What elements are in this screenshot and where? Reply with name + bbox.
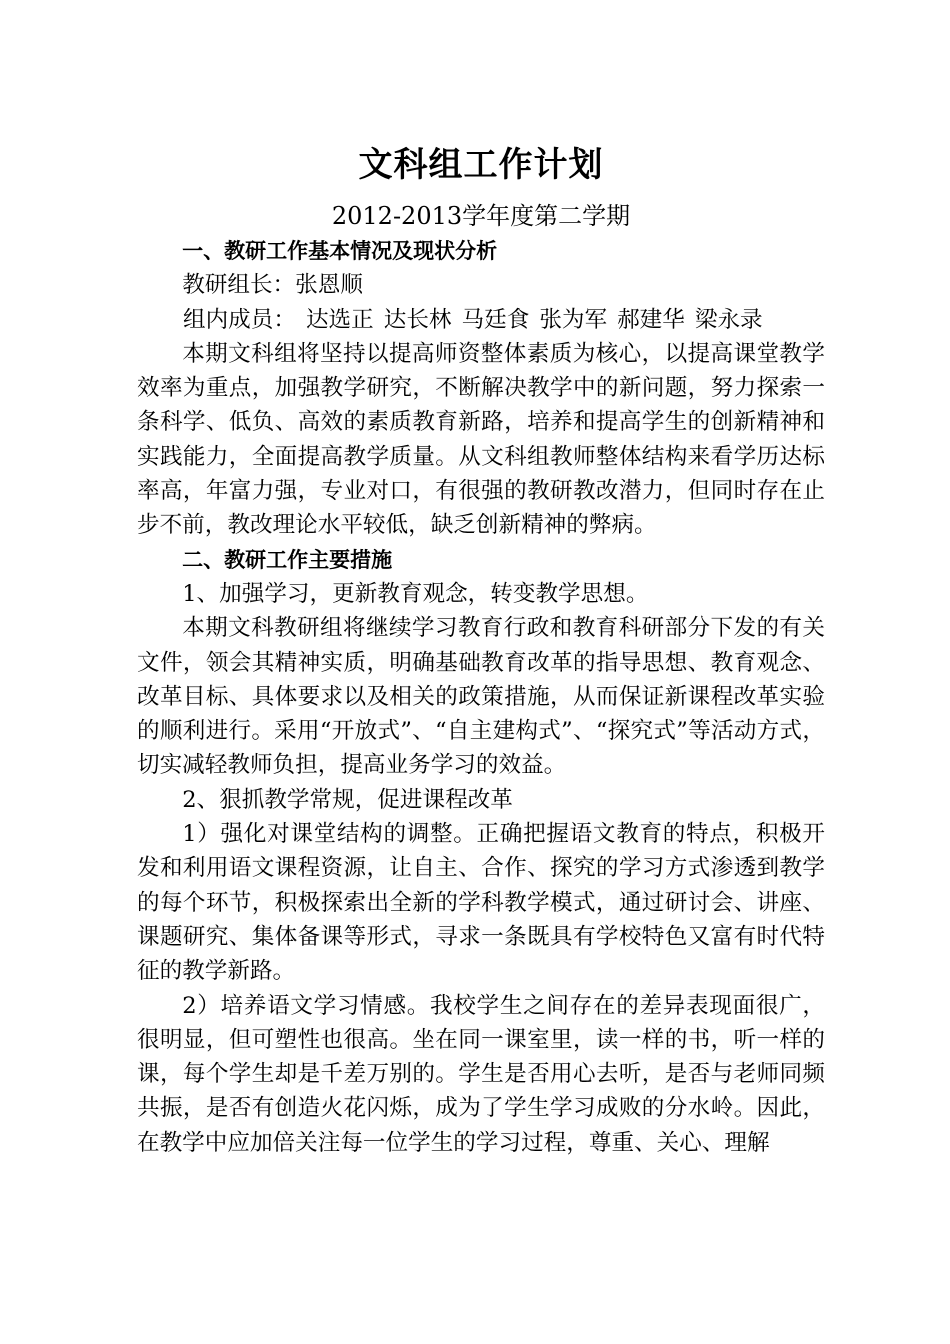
section1-heading: 一、教研工作基本情况及现状分析 bbox=[182, 239, 498, 263]
item1-title: 1、加强学习，更新教育观念，转变教学思想。 bbox=[182, 580, 649, 607]
item2-title: 2、狠抓教学常规，促进课程改革 bbox=[182, 786, 513, 813]
sub2-paragraph: 2）培养语文学习情感。我校学生之间存在的差异表现面很广，很明显，但可塑性也很高。坐在同一课室里，读一样的书，听一样的课，每个学生却是千差万别的。学生是否用心去听，是否与老师同频共振，是否有创造火花闪烁，成为了学生学习成败的分水岭。因此，在教学中应加倍关注每一位学生的学习过程，尊重、关心、理解 bbox=[137, 992, 825, 1156]
document-page bbox=[137, 140, 825, 1160]
member-name: 梁永录 bbox=[694, 306, 763, 333]
item1-paragraph: 本期文科教研组将继续学习教育行政和教育科研部分下发的有关文件，领会其精神实质，明确基础教育改革的指导思想、教育观念、改革目标、具体要求以及相关的政策措施，从而保证新课程改革实验的顺利进行。采用“开放式”、“自主建构式”、“探究式”等活动方式，切实减轻教师负担，提高业务学习的效益。 bbox=[137, 615, 825, 779]
member-name: 马廷食 bbox=[461, 306, 530, 333]
member-name: 达长林 bbox=[383, 306, 452, 333]
section2-heading: 二、教研工作主要措施 bbox=[182, 547, 393, 572]
leader-label: 教研组长： bbox=[182, 272, 296, 299]
document-subtitle: 2012-2013学年度第二学期 bbox=[331, 202, 631, 230]
members-label: 组内成员： bbox=[183, 306, 296, 333]
member-name: 张为军 bbox=[539, 306, 608, 333]
section1-paragraph: 本期文科组将坚持以提高师资整体素质为核心，以提高课堂教学效率为重点，加强教学研究，不断解决教学中的新问题，努力探索一条科学、低负、高效的素质教育新路，培养和提高学生的创新精神和实践能力，全面提高教学质量。从文科组教师整体结构来看学历达标率高，年富力强，专业对口，有很强的教研教改潜力，但同时存在止步不前，教改理论水平较低，缺乏创新精神的弊病。 bbox=[137, 340, 825, 539]
document-title: 文科组工作计划 bbox=[358, 145, 604, 185]
leader-line bbox=[137, 268, 825, 302]
members-line bbox=[137, 303, 825, 337]
member-name: 达选正 bbox=[305, 306, 374, 333]
sub1-paragraph: 1）强化对课堂结构的调整。正确把握语文教育的特点，积极开发和利用语文课程资源，让自主、合作、探究的学习方式渗透到教学的每个环节，积极探索出全新的学科教学模式，通过研讨会、讲座、课题研究、集体备课等形式，寻求一条既具有学校特色又富有时代特征的教学新路。 bbox=[137, 821, 825, 985]
member-name: 郝建华 bbox=[617, 306, 685, 333]
leader-name: 张恩顺 bbox=[295, 272, 363, 299]
